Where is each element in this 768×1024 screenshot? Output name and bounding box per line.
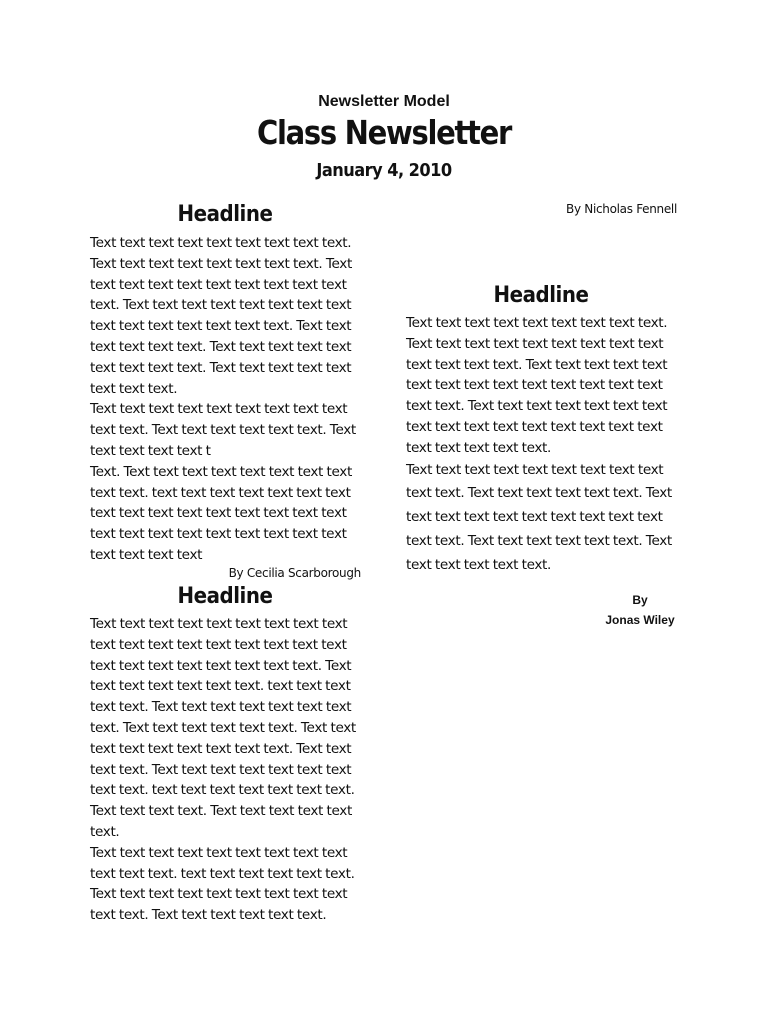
article-3-byline: By Nicholas Fennell	[566, 202, 677, 216]
article-3-end-byline	[570, 590, 710, 630]
article-3-end-byline-by: By	[632, 593, 648, 607]
article-1-body	[90, 233, 362, 566]
article-1-paragraph-3: Text. Text text text text text text text text text text. text text text text text text text text text text text text text text text text text text text text text text text text text text text text text	[90, 463, 352, 563]
article-3-end-byline-name: Jonas Wiley	[605, 613, 675, 627]
newsletter-label: Newsletter Model	[318, 93, 450, 110]
article-1-paragraph-2: Text text text text text text text text text text text. Text text text text text text. Text text text text text t	[90, 401, 356, 459]
article-1-headline: Headline	[177, 202, 273, 227]
article-2-headline: Headline	[177, 584, 273, 609]
newsletter-title: Class Newsletter	[257, 113, 511, 152]
article-2-paragraph-2: Text text text text text text text text text text text text. text text text text text text. Text text text text text text text text text text text. Text text text text text text.	[90, 844, 355, 924]
article-3-body	[406, 313, 678, 578]
article-2-paragraph-1: Text text text text text text text text text text text text text text text text text text text text text text text text text text. Text text text text text text text. text text text text text. Text text text text text text text text. Text text text text text text. Text text text text text text text text text. Text text text text. Text text text text text text text text text. text text text text text text text. Text text text text. Text text text text text text.	[90, 616, 356, 840]
article-3-paragraph-2: Text text text text text text text text text text text. Text text text text text text. Text text text text text text text text text text text text. Text text text text text text. Text text text text text text.	[406, 461, 672, 573]
article-1-paragraph-1: Text text text text text text text text text. Text text text text text text text text. Text text text text text text text text text text text. Text text text text text text text text text text text text text text text. Text text text text text text. Text text text text text text text text text. Text text text text text text text text.	[90, 235, 352, 397]
article-2-body	[90, 614, 362, 926]
article-3-paragraph-1: Text text text text text text text text text. Text text text text text text text text text text text text text. Text text text text text text text text text text text text text text text text. Text text text text text text text text text text text text text text text text text text text text text.	[406, 315, 668, 456]
article-1-byline: By Cecilia Scarborough	[228, 566, 361, 580]
newsletter-date: January 4, 2010	[316, 160, 452, 181]
article-3-headline: Headline	[493, 283, 589, 308]
